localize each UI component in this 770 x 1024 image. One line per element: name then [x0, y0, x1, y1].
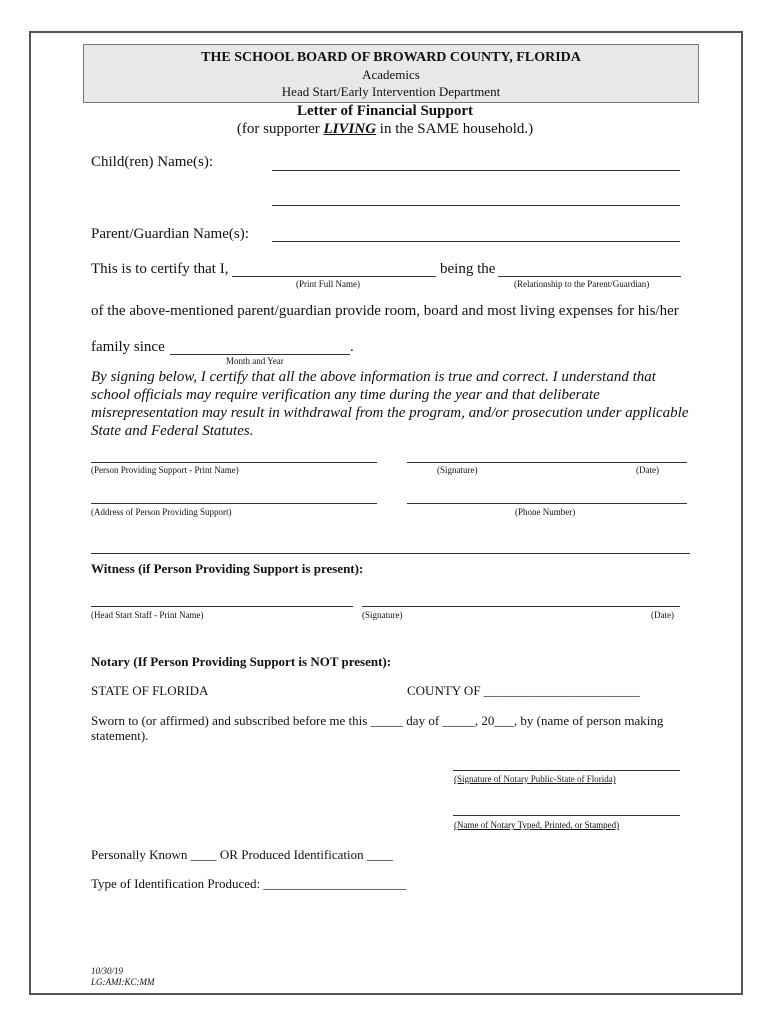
children-name-line-2[interactable] [272, 205, 680, 206]
personally-known: Personally Known ____ OR Produced Identification ____ [91, 847, 393, 862]
id-type: Type of Identification Produced: ______________________ [91, 876, 407, 891]
support-phone-line[interactable] [407, 503, 687, 504]
footer-date: 10/30/19 [91, 966, 124, 976]
subtitle-emph: LIVING [323, 121, 377, 137]
support-address-caption: (Address of Person Providing Support) [91, 507, 232, 517]
witness-date-caption: (Date) [651, 610, 674, 620]
month-year-line[interactable] [170, 354, 350, 355]
support-date-caption: (Date) [636, 465, 659, 475]
notary-sworn-line1: Sworn to (or affirmed) and subscribed before me this _____ day of _____, 20___, by (name of person making [91, 713, 664, 728]
notary-name-caption: (Name of Notary Typed, Printed, or Stamped) [454, 820, 620, 830]
support-print-name-caption: (Person Providing Support - Print Name) [91, 465, 239, 475]
children-label: Child(ren) Name(s): [91, 154, 214, 170]
family-since-period: . [350, 339, 354, 355]
witness-name-caption: (Head Start Staff - Print Name) [91, 610, 204, 620]
subtitle-pre: (for supporter [236, 121, 324, 137]
org-name: THE SCHOOL BOARD OF BROWARD COUNTY, FLORIDA [201, 50, 581, 65]
notary-heading: Notary (If Person Providing Support is NOT present): [91, 654, 392, 669]
parent-name-line[interactable] [272, 241, 680, 242]
support-phone-caption: (Phone Number) [515, 507, 576, 517]
family-since-label: family since [91, 339, 165, 355]
parents-label: Parent/Guardian Name(s): [91, 226, 249, 242]
form-subtitle [0, 121, 770, 138]
relationship-caption: (Relationship to the Parent/Guardian) [514, 279, 650, 289]
certification-statement: By signing below, I certify that all the above information is true and correct. I understand that school officials may require verification any time during the year and that deliberate misrepresentation may result in withdrawal from the program, and/or prosecution under applicable State and Federal Statutes. [91, 369, 689, 439]
support-signature-caption: (Signature) [437, 465, 478, 475]
subtitle-post: in the SAME household.) [376, 121, 534, 137]
relationship-line[interactable] [498, 276, 681, 277]
support-address-line[interactable] [91, 503, 377, 504]
header-box [83, 44, 699, 103]
witness-name-line[interactable] [91, 606, 353, 607]
support-signature-line[interactable] [407, 462, 687, 463]
witness-signature-caption: (Signature) [362, 610, 403, 620]
above-mentioned-text: of the above-mentioned parent/guardian provide room, board and most living expenses for his/her [91, 303, 679, 319]
form-title: Letter of Financial Support [297, 103, 473, 119]
print-full-name-caption: (Print Full Name) [296, 279, 360, 289]
dept-head-start: Head Start/Early Intervention Department [281, 84, 501, 99]
notary-signature-caption: (Signature of Notary Public-State of Florida) [454, 774, 616, 784]
certify-mid: being the [440, 261, 496, 277]
children-name-line-1[interactable] [272, 170, 680, 171]
certify-pre: This is to certify that I, [91, 261, 229, 277]
witness-heading: Witness (if Person Providing Support is present): [91, 561, 364, 576]
support-print-name-line[interactable] [91, 462, 377, 463]
notary-name-line[interactable] [453, 815, 680, 816]
witness-signature-line[interactable] [362, 606, 680, 607]
month-year-caption: Month and Year [226, 356, 284, 366]
notary-state: STATE OF FLORIDA [91, 683, 209, 698]
notary-sworn-line2: statement). [91, 728, 149, 743]
dept-academics: Academics [362, 67, 420, 82]
section-divider [91, 553, 690, 554]
print-full-name-line[interactable] [232, 276, 436, 277]
footer-code: LG:AMI:KC:MM [91, 977, 155, 987]
notary-signature-line[interactable] [453, 770, 680, 771]
notary-county: COUNTY OF ________________________ [407, 683, 640, 698]
